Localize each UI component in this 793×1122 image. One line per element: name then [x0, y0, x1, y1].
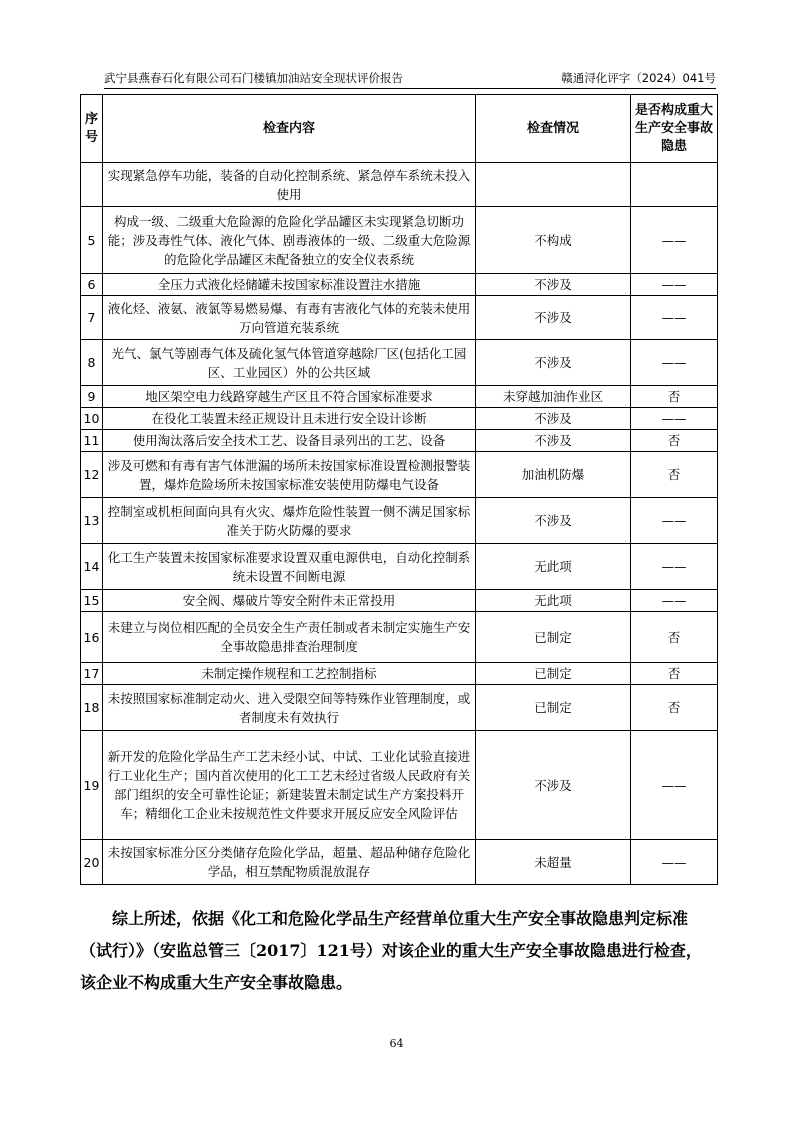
report-number: 赣通浔化评字（2024）041号: [561, 71, 716, 85]
table-row: [81, 452, 718, 498]
row-content: 化工生产装置未按国家标准要求设置双重电源供电，自动化控制系统未设置不间断电源: [103, 544, 476, 590]
row-no: 9: [81, 386, 103, 408]
row-major: ——: [631, 340, 718, 386]
row-status: [476, 163, 631, 207]
page-number: 64: [389, 1037, 404, 1050]
row-status: 不涉及: [476, 498, 631, 544]
row-content: 实现紧急停车功能，装备的自动化控制系统、紧急停车系统未投入使用: [103, 163, 476, 207]
table-row: [81, 430, 718, 452]
row-no: 12: [81, 452, 103, 498]
report-title: 武宁县燕春石化有限公司石门楼镇加油站安全现状评价报告: [104, 71, 403, 85]
row-content: 未建立与岗位相匹配的全员安全生产责任制或者未制定实施生产安全事故隐患排查治理制度: [103, 612, 476, 663]
table-row: [81, 163, 718, 207]
row-major: 否: [631, 386, 718, 408]
table-row: [81, 386, 718, 408]
row-status: 不涉及: [476, 408, 631, 430]
row-content: 液化烃、液氨、液氯等易燃易爆、有毒有害液化气体的充装未使用万向管道充装系统: [103, 296, 476, 340]
table-row: [81, 340, 718, 386]
row-no: 13: [81, 498, 103, 544]
row-major: 否: [631, 452, 718, 498]
row-content: 全压力式液化烃储罐未按国家标准设置注水措施: [103, 274, 476, 296]
row-major: ——: [631, 408, 718, 430]
row-content: 控制室或机柜间面向具有火灾、爆炸危险性装置一侧不满足国家标准关于防火防爆的要求: [103, 498, 476, 544]
table-row: [81, 612, 718, 663]
row-no: 6: [81, 274, 103, 296]
row-status: 未穿越加油作业区: [476, 386, 631, 408]
table-row: [81, 274, 718, 296]
row-content: 使用淘汰落后安全技术工艺、设备目录列出的工艺、设备: [103, 430, 476, 452]
row-major: ——: [631, 207, 718, 274]
row-no: 15: [81, 590, 103, 612]
table-header-row: [81, 95, 718, 163]
header-status: 检查情况: [476, 95, 631, 163]
row-status: 不涉及: [476, 340, 631, 386]
row-major: 否: [631, 430, 718, 452]
row-no: 16: [81, 612, 103, 663]
row-content: 涉及可燃和有毒有害气体泄漏的场所未按国家标准设置检测报警装置，爆炸危险场所未按国家标准安装使用防爆电气设备: [103, 452, 476, 498]
row-status: 不构成: [476, 207, 631, 274]
row-content: 未按国家标准分区分类储存危险化学品，超量、超品种储存危险化学品，相互禁配物质混放混存: [103, 840, 476, 885]
row-major: ——: [631, 296, 718, 340]
row-content: 未按照国家标准制定动火、进入受限空间等特殊作业管理制度，或者制度未有效执行: [103, 685, 476, 731]
row-content: 未制定操作规程和工艺控制指标: [103, 663, 476, 685]
row-major: ——: [631, 590, 718, 612]
row-no: 14: [81, 544, 103, 590]
row-major: 否: [631, 612, 718, 663]
summary-paragraph: 综上所述，依据《化工和危险化学品生产经营单位重大生产安全事故隐患判定标准（试行）》（安监总管三〔2017〕121号）对该企业的重大生产安全事故隐患进行检查，该企业不构成重大生产安全事故隐患。: [80, 909, 702, 992]
row-status: 不涉及: [476, 274, 631, 296]
row-status: 已制定: [476, 612, 631, 663]
row-status: 加油机防爆: [476, 452, 631, 498]
table-row: [81, 663, 718, 685]
table-row: [81, 408, 718, 430]
table-row: [81, 296, 718, 340]
row-status: 不涉及: [476, 296, 631, 340]
row-no: 20: [81, 840, 103, 885]
row-major: ——: [631, 840, 718, 885]
row-major: ——: [631, 498, 718, 544]
row-content: 在役化工装置未经正规设计且未进行安全设计诊断: [103, 408, 476, 430]
table-row: [81, 685, 718, 731]
row-major: 否: [631, 685, 718, 731]
row-major: ——: [631, 274, 718, 296]
row-no: 5: [81, 207, 103, 274]
row-content: 光气、氯气等剧毒气体及硫化氢气体管道穿越除厂区(包括化工园区、工业园区）外的公共区域: [103, 340, 476, 386]
row-status: 已制定: [476, 685, 631, 731]
row-content: 新开发的危险化学品生产工艺未经小试、中试、工业化试验直接进行工业化生产；国内首次使用的化工工艺未经过省级人民政府有关部门组织的安全可靠性论证；新建装置未制定试生产方案投料开车；精细化工企业未按规范性文件要求开展反应安全风险评估: [103, 731, 476, 840]
row-status: 不涉及: [476, 430, 631, 452]
header-no: 序号: [81, 95, 103, 163]
row-status: 无此项: [476, 544, 631, 590]
table-row: [81, 590, 718, 612]
row-no: 19: [81, 731, 103, 840]
row-major: 否: [631, 663, 718, 685]
table-row: [81, 731, 718, 840]
row-status: 无此项: [476, 590, 631, 612]
row-no: 8: [81, 340, 103, 386]
row-content: 安全阀、爆破片等安全附件未正常投用: [103, 590, 476, 612]
row-status: 未超量: [476, 840, 631, 885]
row-no: 18: [81, 685, 103, 731]
header-major-hazard: 是否构成重大生产安全事故隐患: [631, 95, 718, 163]
inspection-table: [80, 94, 718, 885]
row-major: ——: [631, 731, 718, 840]
row-status: 不涉及: [476, 731, 631, 840]
header-content: 检查内容: [103, 95, 476, 163]
table-row: [81, 840, 718, 885]
row-major: [631, 163, 718, 207]
row-content: 地区架空电力线路穿越生产区且不符合国家标准要求: [103, 386, 476, 408]
row-no: [81, 163, 103, 207]
row-no: 17: [81, 663, 103, 685]
table-row: [81, 498, 718, 544]
row-major: ——: [631, 544, 718, 590]
table-row: [81, 207, 718, 274]
row-no: 11: [81, 430, 103, 452]
row-content: 构成一级、二级重大危险源的危险化学品罐区未实现紧急切断功能；涉及毒性气体、液化气体、剧毒液体的一级、二级重大危险源的危险化学品罐区未配备独立的安全仪表系统: [103, 207, 476, 274]
row-no: 10: [81, 408, 103, 430]
row-no: 7: [81, 296, 103, 340]
row-status: 已制定: [476, 663, 631, 685]
page-header: [104, 62, 716, 89]
table-row: [81, 544, 718, 590]
